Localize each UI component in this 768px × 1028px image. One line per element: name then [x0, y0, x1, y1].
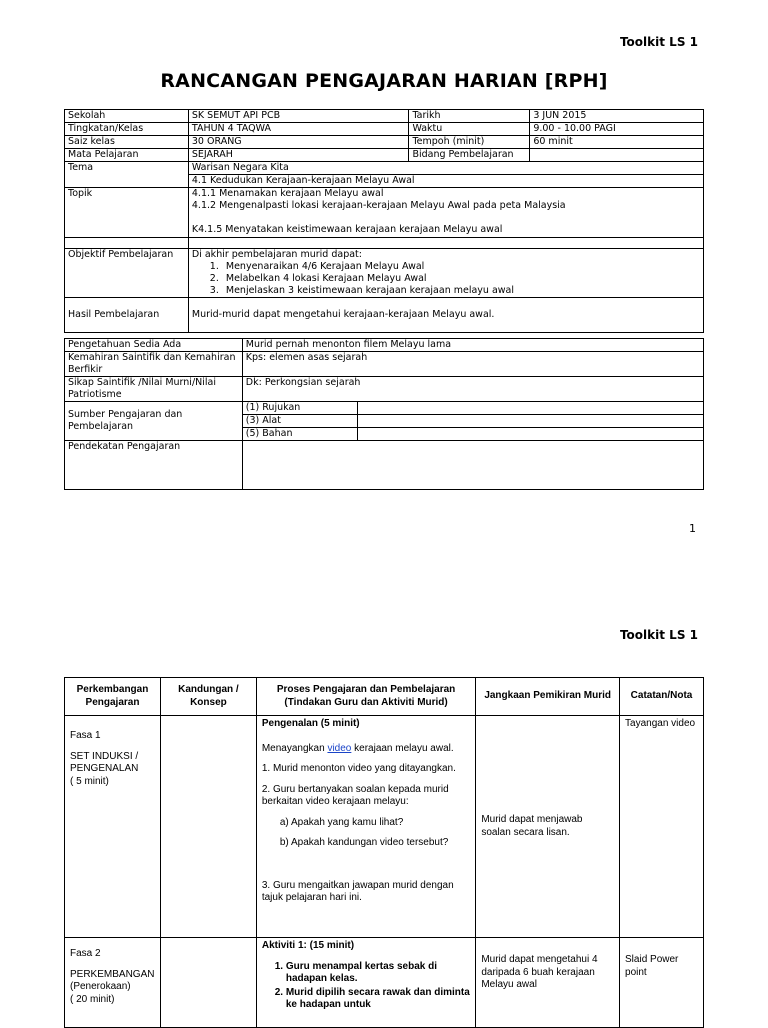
header-kandungan: Kandungan / Konsep: [160, 678, 256, 716]
fasa1-time: ( 5 minit): [70, 775, 109, 787]
fasa1-cell: [65, 716, 161, 938]
lesson-info-table-2: [64, 338, 704, 490]
label-hasil: Hasil Pembelajaran: [65, 298, 189, 333]
value-sekolah: SK SEMUT API PCB: [188, 110, 409, 123]
fasa2-proses: [256, 938, 475, 1028]
header-catatan: Catatan/Nota: [620, 678, 704, 716]
lesson-process-table: [64, 677, 704, 1028]
fasa1-step2: 2. Guru bertanyakan soalan kepada murid berkaitan video kerajaan melayu:: [261, 783, 449, 807]
fasa1-qb: b) Apakah kandungan video tersebut?: [279, 837, 449, 848]
header-perkembangan: Perkembangan Pengajaran: [65, 678, 161, 716]
toolkit-label: Toolkit LS 1: [619, 35, 698, 49]
value-hasil: Murid-murid dapat mengetahui kerajaan-kerajaan Melayu awal.: [188, 298, 703, 333]
fasa1-jangkaan: Murid dapat menjawab soalan secara lisan.: [476, 716, 620, 938]
value-topik: [188, 188, 703, 238]
sumber-value: [357, 415, 703, 428]
fasa1-step3: 3. Guru mengaitkan jawapan murid dengan tajuk pelajaran hari ini.: [261, 879, 454, 903]
objektif-intro: Di akhir pembelajaran murid dapat:: [191, 249, 362, 260]
label-sikap: Sikap Saintifik /Nilai Murni/Nilai Patriotisme: [65, 377, 243, 402]
fasa2-jangkaan-text: Murid dapat mengetahui 4 daripada 6 buah kerajaan Melayu awal: [481, 954, 598, 990]
fasa1-catatan: Tayangan video: [620, 716, 704, 938]
value-mata: SEJARAH: [188, 149, 409, 162]
fasa1-label: Fasa 1: [70, 730, 101, 741]
fasa1-line1-post: kerajaan melayu awal.: [351, 742, 454, 754]
fasa1-line1: [262, 743, 470, 756]
label-pengetahuan: Pengetahuan Sedia Ada: [65, 339, 243, 352]
topik-line-3: K4.1.5 Menyatakan keistimewaan kerajaan kerajaan Melayu awal: [191, 224, 503, 235]
sumber-item: (5) Bahan: [242, 428, 357, 441]
label-saiz: Saiz kelas: [65, 136, 189, 149]
header-proses-line1: Proses Pengajaran dan Pembelajaran: [276, 684, 456, 695]
value-tingkatan: TAHUN 4 TAQWA: [188, 123, 409, 136]
topik-line-2: 4.1.2 Mengenalpasti lokasi kerajaan-kerajaan Melayu Awal pada peta Malaysia: [191, 200, 566, 211]
header-proses-line2: (Tindakan Guru dan Aktiviti Murid): [284, 696, 448, 708]
fasa1-proses: [256, 716, 475, 938]
fasa2-time: ( 20 minit): [70, 993, 115, 1005]
value-saiz: 30 ORANG: [188, 136, 409, 149]
value-pengetahuan: Murid pernah menonton filem Melayu lama: [242, 339, 703, 352]
fasa2-sub: (Penerokaan): [70, 981, 131, 992]
fasa2-catatan-text: Slaid Power point: [625, 954, 679, 978]
fasa2-kandungan: [160, 938, 256, 1028]
value-pendekatan: [242, 441, 703, 490]
objektif-item: 3. Menjelaskan 3 keistimewaan kerajaan kerajaan melayu awal: [222, 285, 700, 297]
value-tema-sub: 4.1 Kedudukan Kerajaan-kerajaan Melayu Awal: [188, 175, 703, 188]
sumber-item: (1) Rujukan: [242, 402, 357, 415]
label-tema: Tema: [65, 162, 189, 188]
value-bidang: [530, 149, 704, 162]
fasa2-item: 1. Guru menampal kertas sebak di hadapan kelas.: [286, 961, 470, 986]
value-kemahiran: Kps: elemen asas sejarah: [242, 352, 703, 377]
fasa1-qa: a) Apakah yang kamu lihat?: [279, 816, 404, 828]
page-title: RANCANGAN PENGAJARAN HARIAN [RPH]: [160, 70, 608, 92]
value-sikap: Dk: Perkongsian sejarah: [242, 377, 703, 402]
fasa1-line1-pre: Menayangkan: [261, 742, 328, 754]
label-sumber: Sumber Pengajaran dan Pembelajaran: [65, 402, 243, 441]
fasa2-catatan: [620, 938, 704, 1028]
sumber-value: [357, 428, 703, 441]
label-objektif: Objektif Pembelajaran: [65, 249, 189, 298]
objektif-item: 2. Melabelkan 4 lokasi Kerajaan Melayu Awal: [222, 273, 700, 285]
objektif-item: 1. Menyenaraikan 4/6 Kerajaan Melayu Awal: [222, 261, 700, 273]
label-waktu: Waktu: [409, 123, 530, 136]
label-bidang: Bidang Pembelajaran: [409, 149, 530, 162]
label-kemahiran: Kemahiran Saintifik dan Kemahiran Berfikir: [65, 352, 243, 377]
value-tarikh: 3 JUN 2015: [530, 110, 704, 123]
toolkit-label-2: Toolkit LS 1: [619, 628, 698, 642]
fasa1-stage: SET INDUKSI / PENGENALAN: [70, 750, 139, 774]
fasa2-list: [262, 961, 470, 1012]
topik-line-1: 4.1.1 Menamakan kerajaan Melayu awal: [191, 188, 384, 199]
label-tarikh: Tarikh: [409, 110, 530, 123]
objektif-list: [192, 261, 700, 297]
label-mata: Mata Pelajaran: [65, 149, 189, 162]
label-tingkatan: Tingkatan/Kelas: [65, 123, 189, 136]
fasa2-jangkaan: [476, 938, 620, 1028]
sumber-value: [357, 402, 703, 415]
header-proses: [256, 678, 475, 716]
fasa1-heading: Pengenalan (5 minit): [261, 718, 360, 729]
lesson-info-table: [64, 109, 704, 333]
label-sekolah: Sekolah: [65, 110, 189, 123]
sumber-item: (3) Alat: [242, 415, 357, 428]
fasa2-stage: PERKEMBANGAN: [70, 968, 155, 980]
fasa1-step1: 1. Murid menonton video yang ditayangkan.: [261, 763, 456, 774]
header-jangkaan: Jangkaan Pemikiran Murid: [476, 678, 620, 716]
page-number: 1: [689, 522, 696, 535]
label-tempoh: Tempoh (minit): [409, 136, 530, 149]
fasa2-label: Fasa 2: [70, 948, 101, 959]
fasa1-kandungan: [160, 716, 256, 938]
video-link[interactable]: video: [327, 742, 352, 754]
fasa2-cell: [65, 938, 161, 1028]
label-pendekatan: Pendekatan Pengajaran: [65, 441, 243, 490]
blank-cell: [65, 238, 189, 249]
value-objektif: [188, 249, 703, 298]
label-topik: Topik: [65, 188, 189, 238]
value-waktu: 9.00 - 10.00 PAGI: [530, 123, 704, 136]
value-tema: Warisan Negara Kita: [188, 162, 703, 175]
blank-cell: [188, 238, 703, 249]
value-tempoh: 60 minit: [530, 136, 704, 149]
fasa2-item: 2. Murid dipilih secara rawak dan diminta ke hadapan untuk: [286, 987, 470, 1012]
fasa2-heading: Aktiviti 1: (15 minit): [261, 940, 355, 951]
